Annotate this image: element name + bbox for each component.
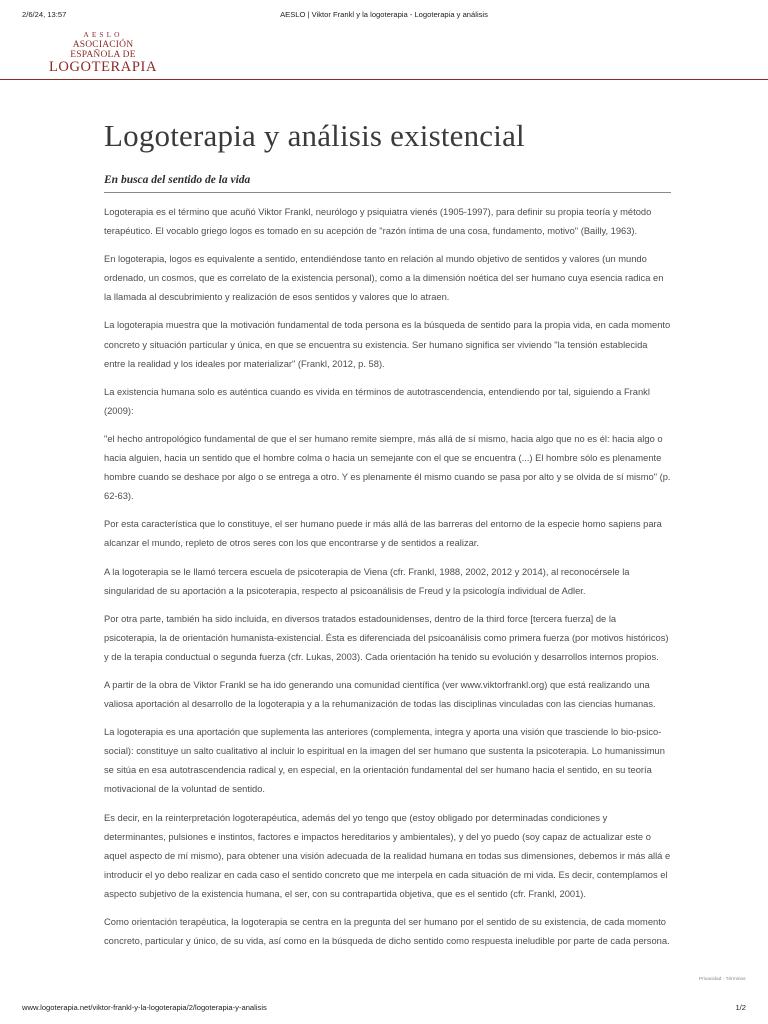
print-footer	[22, 1003, 746, 1015]
paragraph: Como orientación terapéutica, la logoterapia se centra en la pregunta del ser humano por el sentido de su existencia, de cada momento concreto, particular y único, de su vida, así como en la búsqueda de dicho sentido como respuesta ineludible por parte de cada persona.	[104, 917, 670, 947]
paragraph[interactable]: A partir de la obra de Viktor Frankl se ha ido generando una comunidad científica (ver www.viktorfrankl.org) que está realizando una valiosa aportación al desarrollo de la logoterapia y a la rehumanización de todas las disciplinas vinculadas con las ciencias humanas.	[104, 679, 656, 710]
quote-paragraph: "el hecho antropológico fundamental de que el ser humano remite siempre, más allá de sí mismo, hacia algo que no es él: hacia algo o hacia alguien, hacia un sentido que el hombre colma o hacia un semejante con el que se encuentra (...) El hombre sólo es plenamente hombre cuando se deshace por algo o se entrega a otro. Y es plenamente él mismo cuando se pasa por alto y se olvida de sí mismo" (p. 62-63).	[104, 433, 671, 502]
privacy-terms-note[interactable]: Privacidad - Términos	[699, 977, 746, 982]
article	[104, 118, 671, 960]
print-page-number: 1/2	[735, 1003, 746, 1012]
logo-association: ASOCIACIÓN ESPAÑOLA DE	[70, 40, 136, 60]
print-url: www.logoterapia.net/viktor-frankl-y-la-logoterapia/2/logoterapia-y-analisis	[22, 1003, 267, 1012]
paragraph: La existencia humana solo es auténtica cuando es vivida en términos de autotrascendencia, entendiendo por tal, siguiendo a Frankl (2009):	[104, 386, 650, 416]
logo-name: LOGOTERAPIA	[48, 59, 158, 75]
article-body	[104, 203, 671, 951]
print-document-title: AESLO | Viktor Frankl y la logoterapia - Logoterapia y análisis	[280, 10, 488, 19]
paragraph: En logoterapia, logos es equivalente a sentido, entendiéndose tanto en relación al mundo objetivo de sentidos y valores (un mundo ordenado, un cosmos, que es correlato de la existencia personal), como a la dimensión noética del ser humano cuya esencia radica en la llamada al descubrimiento y realización de esos sentidos y valores que lo atraen.	[104, 254, 664, 303]
paragraph: Por otra parte, también ha sido incluida, en diversos tratados estadounidenses, dentro de la third force [tercera fuerza] de la psicoterapia, la de orientación humanista-existencial. Ésta es diferenciada del psicoanálisis como primera fuerza (por motivos históricos) y de la terapia conductual o segunda fuerza (cfr. Lukas, 2003). Cada orientación ha tenido su evolución y desarrollos internos propios.	[104, 613, 669, 662]
paragraph: Logoterapia es el término que acuñó Viktor Frankl, neurólogo y psiquiatra vienés (1905-1997), para definir su propia teoría y método terapéutico. El vocablo griego logos es tomado en su acepción de "razón íntima de una cosa, fundamento, motivo" (Bailly, 1963).	[104, 207, 652, 237]
paragraph: La logoterapia muestra que la motivación fundamental de toda persona es la búsqueda de sentido para la propia vida, en cada momento concreto y situación particular y única, en que se encuentra su existencia. Ser humano significa ser viviendo "la tensión establecida entre la realidad y los ideales por materializar" (Frankl, 2012, p. 58).	[104, 320, 671, 369]
paragraph: Es decir, en la reinterpretación logoterapéutica, además del yo tengo que (estoy obligado por determinadas condiciones y determinantes, pulsiones e instintos, factores e impactos hereditarios y ambientales), y del yo puedo (soy capaz de actualizar este o aquel aspecto de mí mismo), para obtener una visión adecuada de la realidad humana en todas sus dimensiones, debemos ir más allá e introducir el yo debo realizar en cada caso el sentido concreto que me interpela en cada situación de mi vida. Es decir, contemplamos el aspecto subjetivo de la existencia humana, el ser, con su contrapartida objetiva, que es el sentido (cfr. Frankl, 2001).	[104, 812, 671, 899]
logo-acronym: AESLO	[83, 30, 123, 39]
page-title: Logoterapia y análisis existencial	[104, 118, 525, 153]
print-timestamp: 2/6/24, 13:57	[22, 10, 67, 19]
print-header	[22, 10, 746, 22]
paragraph: La logoterapia es una aportación que suplementa las anteriores (complementa, integra y aporta una visión que trasciende lo bio-psico-social): constituye un salto cualitativo al incluir lo espiritual en la imagen del ser humano que sustenta la psicoterapia. Lo humanissimun se sitúa en esa autotrascendencia radical y, en especial, en la orientación fundamental del ser humano hacia el sentido, en su teoría motivacional de la voluntad de sentido.	[104, 727, 665, 795]
header-divider	[0, 79, 768, 80]
page-subtitle: En busca del sentido de la vida	[104, 174, 671, 193]
aeslo-logo[interactable]	[48, 30, 158, 76]
paragraph: Por esta característica que lo constituye, el ser humano puede ir más allá de las barreras del entorno de la especie homo sapiens para alcanzar el mundo, repleto de otros seres con los que encontrarse y de sentidos a realizar.	[104, 519, 662, 549]
paragraph: A la logoterapia se le llamó tercera escuela de psicoterapia de Viena (cfr. Frankl, 1988, 2002, 2012 y 2014), al reconocérsele la singularidad de su aportación a la psicoterapia, respecto al psicoanálisis de Freud y la psicología individual de Adler.	[104, 566, 630, 596]
